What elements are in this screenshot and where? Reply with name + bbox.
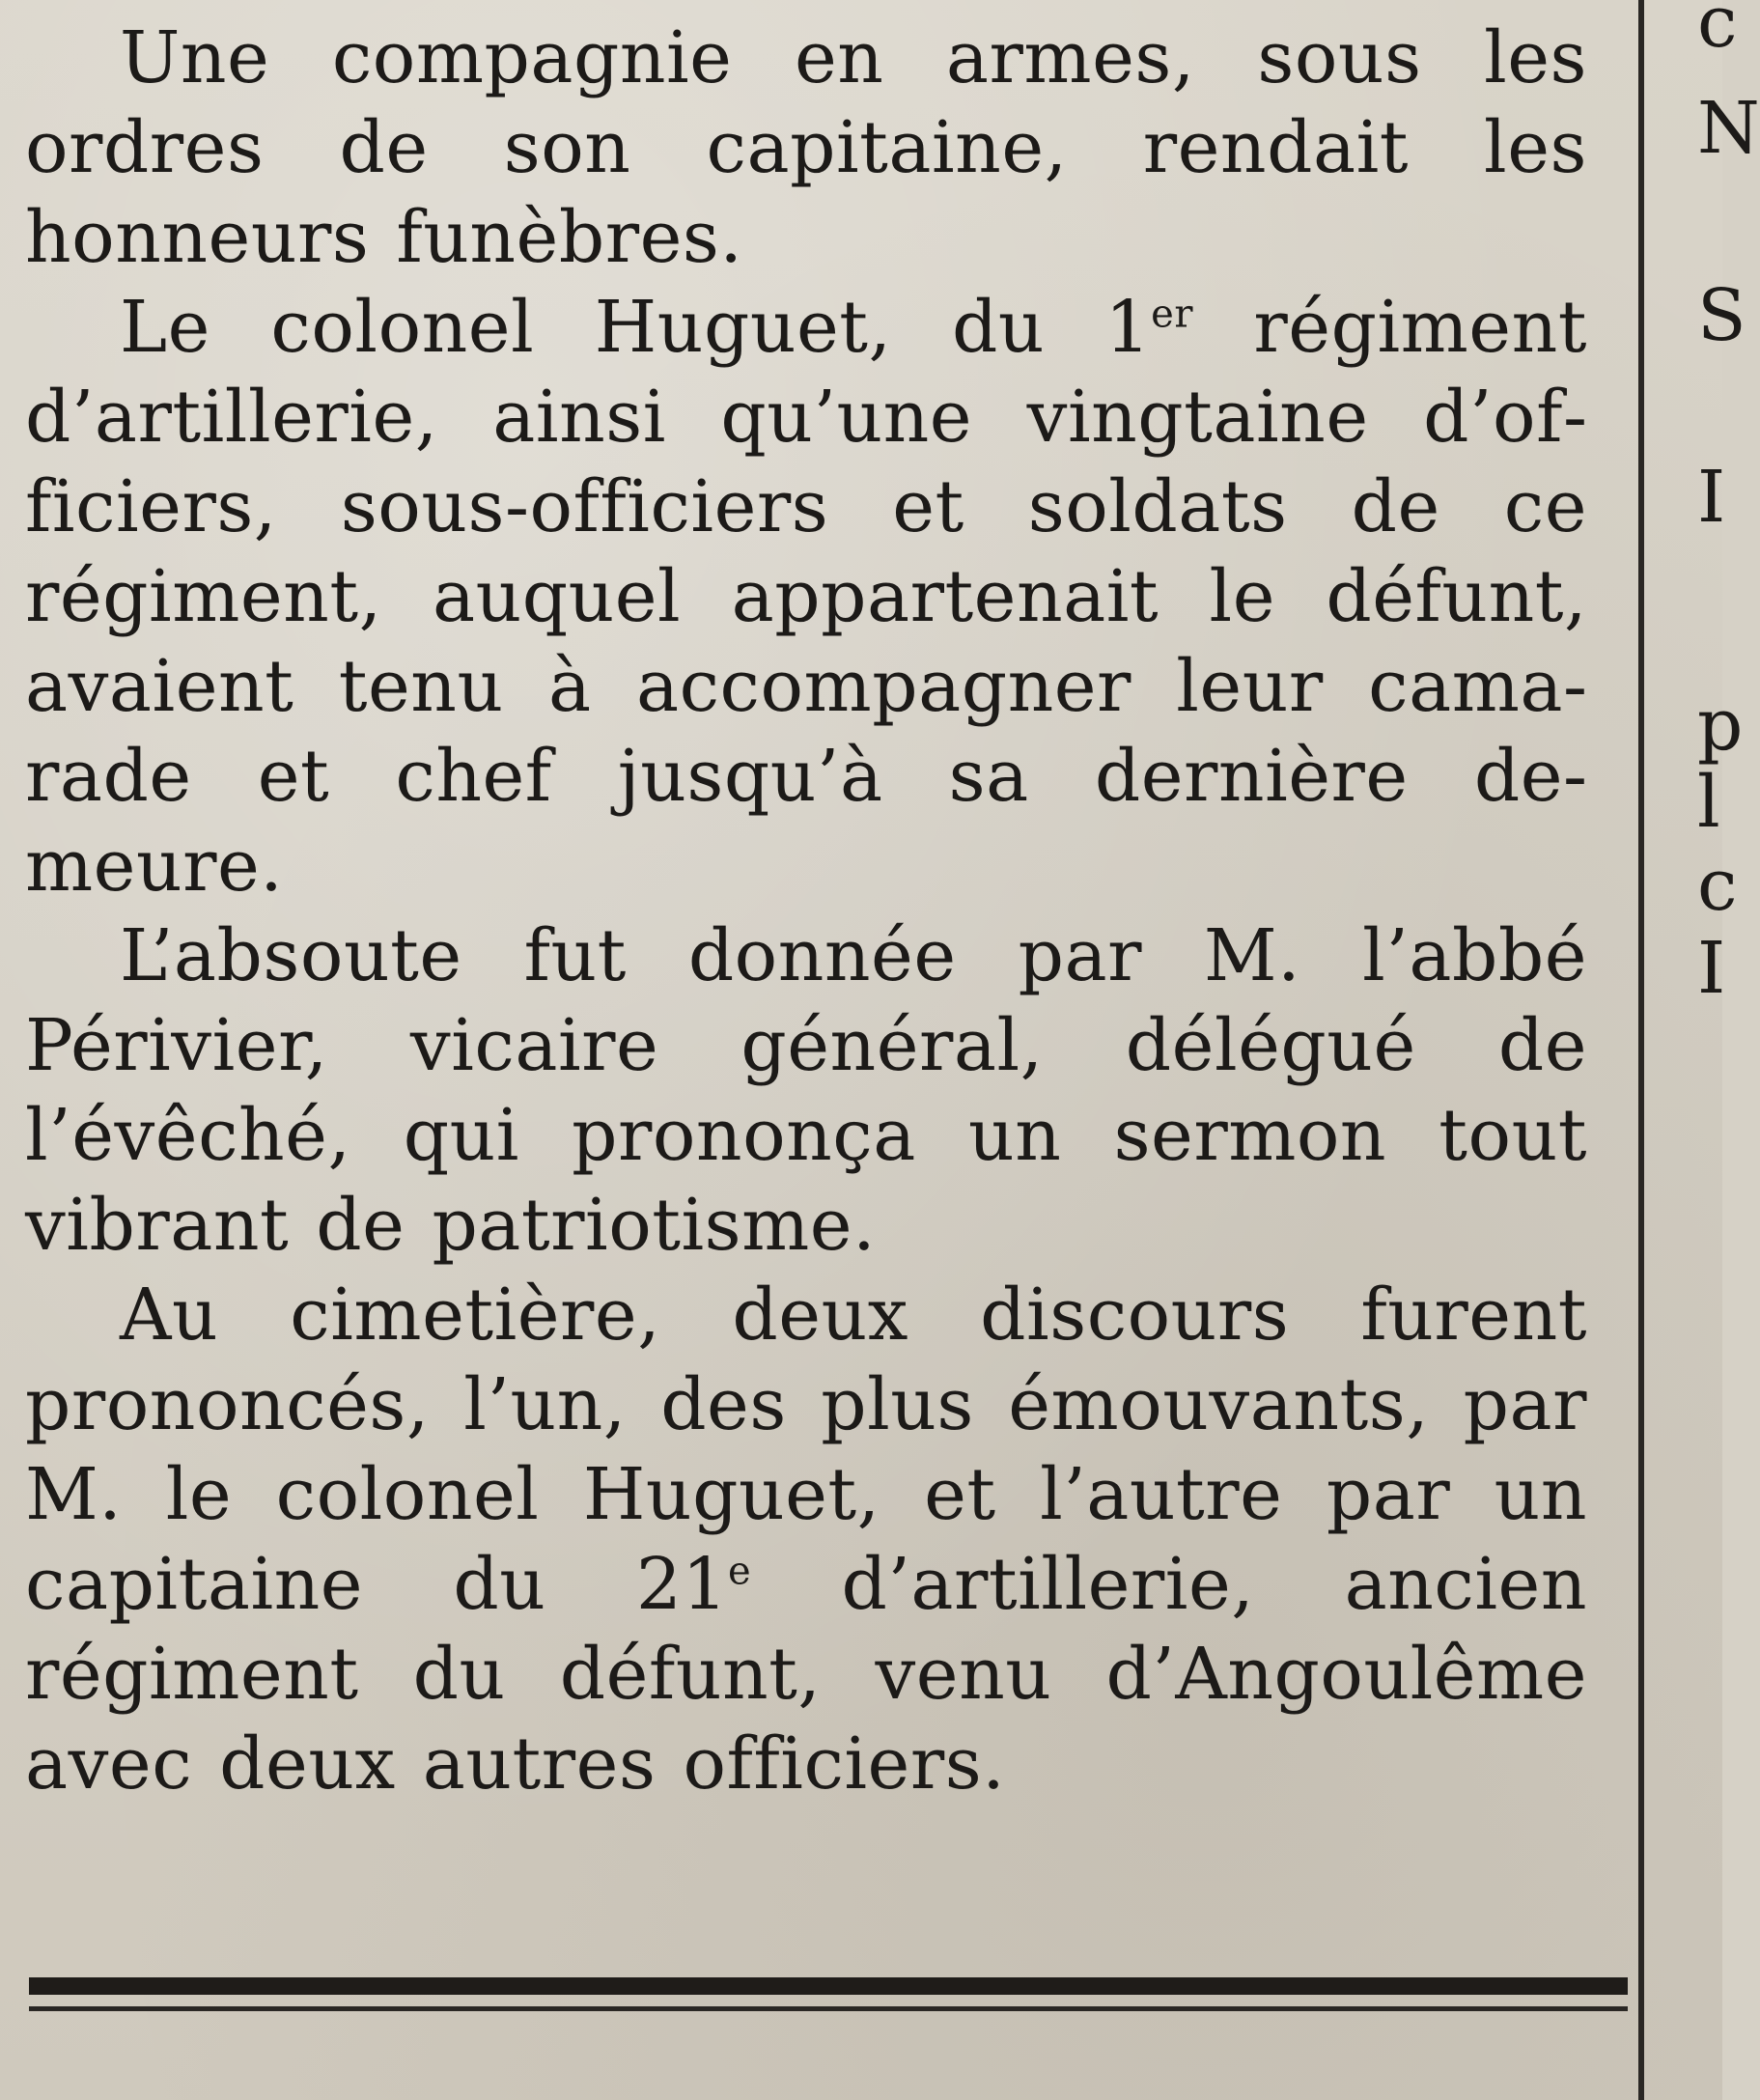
adjacent-column-fragment: c [1697,0,1738,64]
paragraph-honors: Une compagnie en armes, sous les ordres de son capitaine, rendait les honneurs funèbres. [25,16,1587,279]
paragraph-colonel-huguet [25,283,1587,911]
article-column [25,14,1587,1809]
adjacent-column-fragment: c [1697,844,1738,927]
adjacent-column-fragment: p [1697,684,1744,767]
ordinal-superscript: er [1151,292,1193,337]
adjacent-column-cropped [1662,0,1760,2100]
adjacent-column-fragment: I [1697,927,1726,1010]
adjacent-column-fragment: N [1697,87,1760,170]
section-divider-thick [29,1977,1628,1995]
adjacent-column-fragment: I [1697,456,1726,539]
paragraph-cemetery-speeches [25,1271,1587,1809]
paragraph-text-start: Au cimetière, deux discours furent prononcés, l’un, des plus émouvants, par M. le colonel Huguet, et l’autre par un capitaine du 21 [25,1274,1587,1626]
paragraph-absoute: L’absoute fut donnée par M. l’abbé Périvier, vicaire général, délégué de l’évêché, qui prononça un sermon tout vibrant de patriotisme. [25,914,1587,1267]
section-divider-thin [29,2006,1628,2011]
column-separator-rule [1638,0,1644,2100]
adjacent-column-fragment: l [1697,761,1720,844]
paragraph-text-end: d’artillerie, ancien régiment du défunt, venu d’Angoulême avec deux autres officiers. [25,1543,1587,1806]
ordinal-superscript: e [727,1549,752,1594]
adjacent-column-fragment: S [1697,274,1746,357]
paragraph-text-start: Le colonel Huguet, du 1 [120,286,1152,369]
paragraph-text-end: régiment d’artillerie, ainsi qu’une vingtaine d’officiers, sous-officiers et soldats de ce régiment, auquel appartenait le défunt, avaient tenu à accompagner leur camarade et chef jusqu’à sa dernière demeure. [25,286,1587,908]
